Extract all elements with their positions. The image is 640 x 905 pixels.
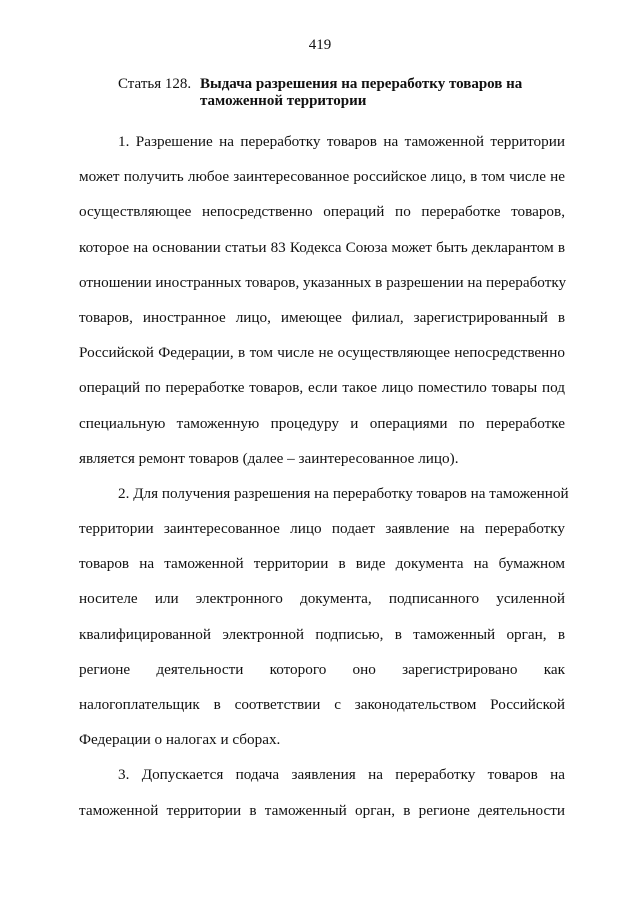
text-line: операций по переработке товаров, если такое лицо поместило товары под: [79, 379, 565, 397]
text-line: налогоплательщик в соответствии с законодательством Российской: [79, 696, 565, 713]
text-line: товаров на таможенной территории в виде документа на бумажном: [79, 555, 565, 573]
article-body: [79, 124, 569, 828]
article-heading: [118, 76, 578, 110]
page-number: 419: [308, 37, 332, 53]
text-line: 2. Для получения разрешения на переработку товаров на таможенной: [118, 484, 569, 502]
text-line: осуществляющее непосредственно операций по переработке товаров,: [79, 203, 565, 221]
article-title: Выдача разрешения на переработку товаров на таможенной территории: [200, 76, 523, 109]
text-line: Федерации о налогах и сборах.: [79, 731, 281, 749]
text-line: квалифицированной электронной подписью, в таможенный орган, в: [79, 625, 565, 643]
text-line: территории заинтересованное лицо подает заявление на переработку: [79, 520, 565, 538]
text-line: таможенной территории в таможенный орган, в регионе деятельности: [79, 801, 565, 819]
text-line: регионе деятельности которого оно зарегистрировано как: [79, 660, 565, 678]
article-number: Статья 128.: [118, 76, 192, 92]
text-line: 3. Допускается подача заявления на переработку товаров на: [118, 766, 565, 784]
text-line: которое на основании статьи 83 Кодекса Союза может быть декларантом в: [79, 238, 565, 256]
text-line: Российской Федерации, в том числе не осуществляющее непосредственно: [79, 344, 565, 362]
text-line: специальную таможенную процедуру и операциями по переработке: [79, 414, 565, 432]
text-line: 1. Разрешение на переработку товаров на таможенной территории: [118, 133, 565, 150]
text-line: товаров, иностранное лицо, имеющее филиал, зарегистрированный в: [79, 308, 565, 326]
text-line: носителе или электронного документа, подписанного усиленной: [79, 590, 565, 608]
text-line: может получить любое заинтересованное российское лицо, в том числе не: [79, 168, 565, 186]
text-line: отношении иностранных товаров, указанных в разрешении на переработку: [79, 273, 567, 291]
text-line: является ремонт товаров (далее – заинтересованное лицо).: [79, 449, 459, 467]
